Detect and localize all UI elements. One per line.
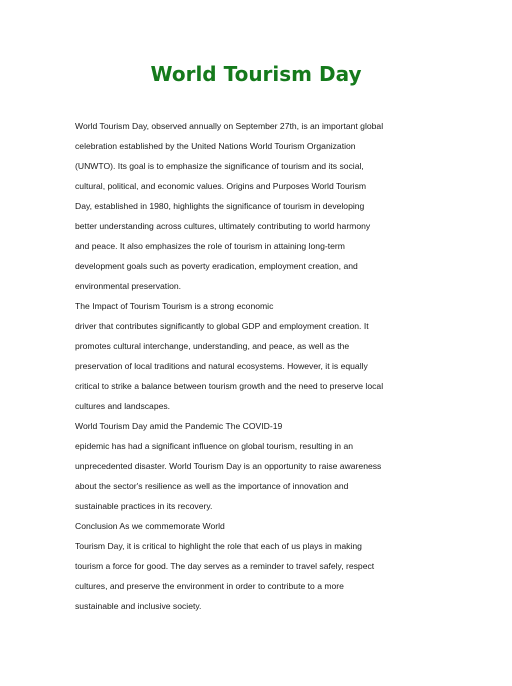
body-line: preservation of local traditions and natural ecosystems. However, it is equally	[75, 361, 368, 371]
body-line: promotes cultural interchange, understanding, and peace, as well as the	[75, 341, 350, 351]
body-line: epidemic has had a significant influence on global tourism, resulting in an	[75, 441, 354, 451]
body-line: critical to strike a balance between tourism growth and the need to preserve local	[75, 381, 384, 391]
body-line: (UNWTO). Its goal is to emphasize the significance of tourism and its social,	[75, 161, 364, 171]
body-line: cultures and landscapes.	[75, 401, 171, 411]
body-line: unprecedented disaster. World Tourism Day is an opportunity to raise awareness	[75, 461, 382, 471]
document-body	[75, 116, 445, 616]
body-line: celebration established by the United Nations World Tourism Organization	[75, 141, 356, 151]
body-line: tourism a force for good. The day serves as a reminder to travel safely, respect	[75, 561, 375, 571]
body-line: Day, established in 1980, highlights the significance of tourism in developing	[75, 201, 365, 211]
body-line: cultural, political, and economic values. Origins and Purposes World Tourism	[75, 181, 367, 191]
body-line: Tourism Day, it is critical to highlight the role that each of us plays in making	[75, 541, 362, 551]
body-line: driver that contributes significantly to global GDP and employment creation. It	[75, 321, 369, 331]
body-line: about the sector's resilience as well as the importance of innovation and	[75, 481, 349, 491]
body-line: World Tourism Day, observed annually on September 27th, is an important global	[75, 121, 384, 131]
section-heading-line: The Impact of Tourism Tourism is a strong economic	[75, 301, 274, 311]
body-line: development goals such as poverty eradication, employment creation, and	[75, 261, 358, 271]
body-line: better understanding across cultures, ultimately contributing to world harmony	[75, 221, 371, 231]
page-title: World Tourism Day	[150, 62, 362, 86]
body-line: cultures, and preserve the environment in order to contribute to a more	[75, 581, 344, 591]
body-line: environmental preservation.	[75, 281, 182, 291]
section-heading-line: Conclusion As we commemorate World	[75, 521, 225, 531]
body-line: and peace. It also emphasizes the role of tourism in attaining long-term	[75, 241, 345, 251]
section-heading-line: World Tourism Day amid the Pandemic The COVID-19	[75, 421, 283, 431]
body-line: sustainable practices in its recovery.	[75, 501, 213, 511]
body-line: sustainable and inclusive society.	[75, 601, 202, 611]
